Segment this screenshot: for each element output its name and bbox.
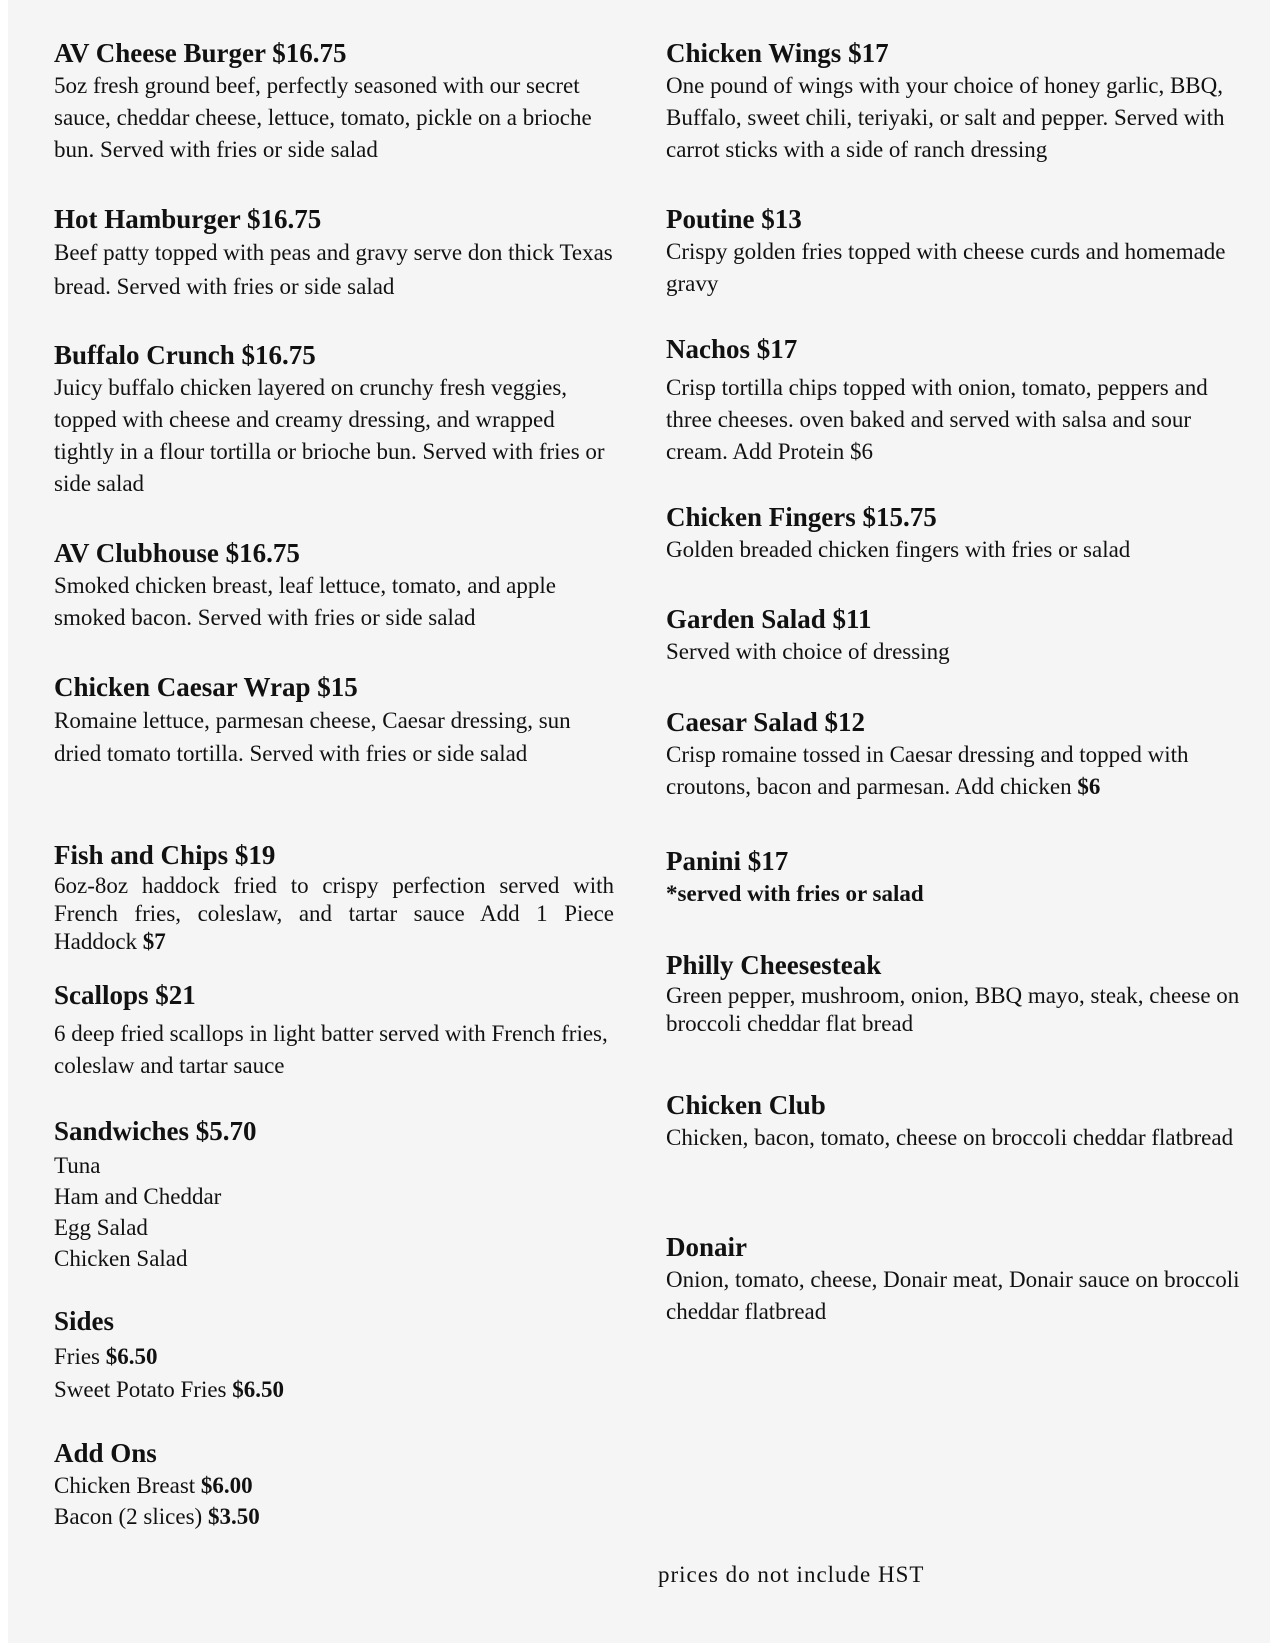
menu-item-garden-salad [666,602,1246,705]
sandwich-option: Tuna [54,1153,101,1178]
menu-item-sandwiches [54,1114,614,1304]
item-description: Chicken, bacon, tomato, cheese on broccoli cheddar flatbread [666,1125,1234,1150]
item-description: Onion, tomato, cheese, Donair meat, Donair sauce on broccoli cheddar flatbread [666,1267,1240,1324]
item-description-text: 6oz-8oz haddock fried to crispy perfection served with French fries, coleslaw, and tartar sauce Add 1 Piece Haddock [54,873,614,954]
item-description-price: $7 [142,929,166,954]
menu-right-column [666,36,1246,1328]
item-title: Sandwiches $5.70 [54,1116,257,1146]
item-description: Golden breaded chicken fingers with fries or salad [666,537,1131,562]
item-title: Hot Hamburger $16.75 [54,204,322,234]
menu-page [8,0,1270,1643]
side-name: Fries [54,1344,100,1369]
add-on-option [54,1501,614,1532]
item-description: Crisp tortilla chips topped with onion, tomato, peppers and three cheeses. oven baked and served with salsa and sour cream. Add Protein $6 [666,375,1208,464]
add-on-option [54,1470,614,1501]
item-title: Chicken Fingers $15.75 [666,502,937,532]
item-description: Served with choice of dressing [666,639,950,664]
item-description: Beef patty topped with peas and gravy serve don thick Texas bread. Served with fries or side salad [54,240,613,299]
menu-item-scallops [54,978,614,1114]
item-title: Garden Salad $11 [666,604,872,634]
menu-item-av-cheese-burger [54,36,614,202]
menu-item-chicken-wings [666,36,1246,202]
side-name: Sweet Potato Fries [54,1377,227,1402]
item-title: Nachos $17 [666,334,798,364]
item-description: 6 deep fried scallops in light batter served with French fries, coleslaw and tartar sauce [54,1021,608,1078]
menu-section-sides [54,1304,614,1436]
sandwich-option: Chicken Salad [54,1246,188,1271]
item-title: Scallops $21 [54,980,196,1010]
menu-left-column [54,36,614,1532]
item-title: Chicken Caesar Wrap $15 [54,672,358,702]
add-on-price: $6.00 [200,1473,253,1498]
item-title: Chicken Wings $17 [666,38,889,68]
menu-item-hot-hamburger [54,202,614,338]
item-description [666,739,1246,803]
item-description: Smoked chicken breast, leaf lettuce, tomato, and apple smoked bacon. Served with fries or side salad [54,573,556,630]
side-option [54,1373,614,1406]
menu-item-av-clubhouse [54,536,614,670]
add-on-price: $3.50 [207,1504,260,1529]
item-description-text: Crisp romaine tossed in Caesar dressing and topped with croutons, bacon and parmesan. Add chicken [666,742,1189,799]
sandwich-option: Egg Salad [54,1215,148,1240]
item-title: Buffalo Crunch $16.75 [54,340,316,370]
item-description: Crispy golden fries topped with cheese curds and homemade gravy [666,239,1226,296]
add-on-name: Bacon (2 slices) [54,1504,203,1529]
menu-item-philly-cheesesteak [666,948,1246,1088]
item-description: *served with fries or salad [666,881,924,906]
item-description [54,872,614,956]
menu-item-donair [666,1230,1246,1328]
section-title: Sides [54,1306,115,1336]
item-description: One pound of wings with your choice of honey garlic, BBQ, Buffalo, sweet chili, teriyaki, or salt and pepper. Served with carrot sticks with a side of ranch dressing [666,73,1225,162]
menu-item-chicken-caesar-wrap [54,670,614,838]
item-title: Poutine $13 [666,204,802,234]
item-title: Donair [666,1232,747,1262]
item-description: Green pepper, mushroom, onion, BBQ mayo, steak, cheese on broccoli cheddar flat bread [666,983,1240,1036]
item-title: Philly Cheesesteak [666,950,882,980]
item-title: AV Clubhouse $16.75 [54,538,300,568]
item-title: Fish and Chips $19 [54,840,276,870]
add-on-name: Chicken Breast [54,1473,196,1498]
menu-item-chicken-fingers [666,500,1246,602]
menu-item-chicken-club [666,1088,1246,1230]
menu-item-caesar-salad [666,705,1246,844]
menu-item-poutine [666,202,1246,332]
side-price: $6.50 [232,1377,284,1402]
item-description: Juicy buffalo chicken layered on crunchy fresh veggies, topped with cheese and creamy dressing, and wrapped tightly in a flour tortilla or brioche bun. Served with fries or side salad [54,375,605,496]
item-title: Caesar Salad $12 [666,707,866,737]
side-price: $6.50 [105,1344,158,1369]
item-description: 5oz fresh ground beef, perfectly seasoned with our secret sauce, cheddar cheese, lettuce, tomato, pickle on a brioche bun. Served with fries or side salad [54,73,592,162]
side-option [54,1340,614,1373]
section-title: Add Ons [54,1438,157,1468]
menu-item-buffalo-crunch [54,338,614,536]
item-title: Chicken Club [666,1090,826,1120]
menu-item-nachos [666,332,1246,500]
menu-item-panini [666,844,1246,948]
item-description-price: $6 [1077,774,1101,799]
menu-section-add-ons [54,1436,614,1532]
sandwich-option: Ham and Cheddar [54,1184,222,1209]
tax-disclaimer: prices do not include HST [658,1562,925,1587]
item-title: AV Cheese Burger $16.75 [54,38,347,68]
item-description: Romaine lettuce, parmesan cheese, Caesar dressing, sun dried tomato tortilla. Served with fries or side salad [54,708,571,766]
menu-item-fish-and-chips [54,838,614,978]
item-title: Panini $17 [666,846,789,876]
